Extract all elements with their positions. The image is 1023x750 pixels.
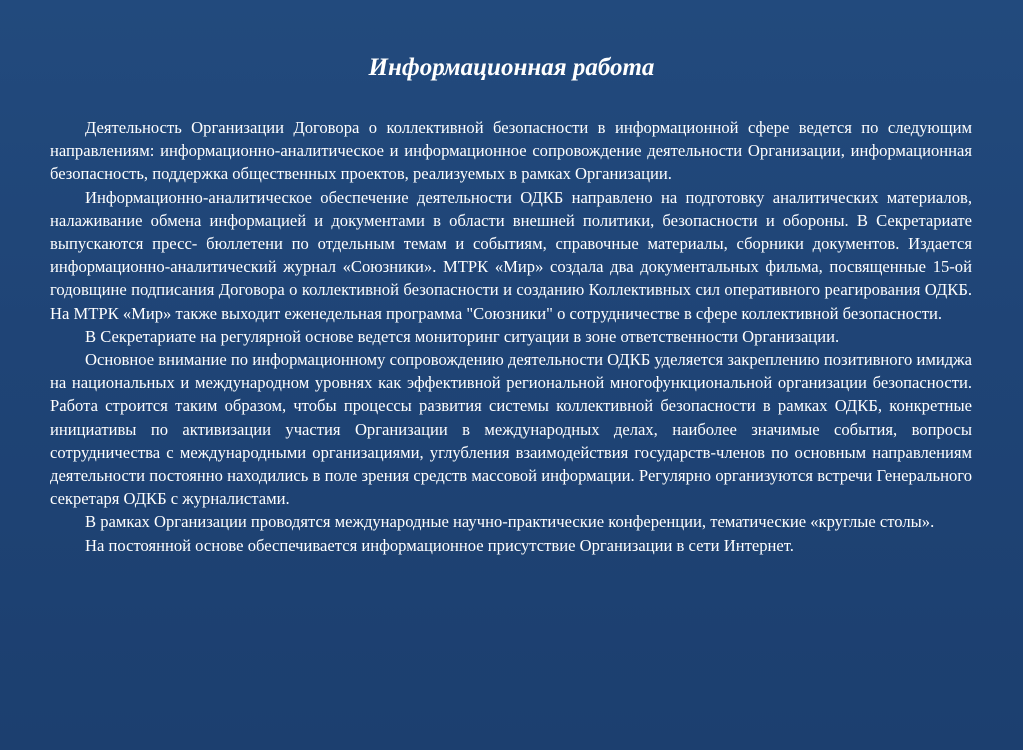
paragraph: Деятельность Организации Договора о коллективной безопасности в информационной сфере ведется по следующим направлениям: информационно-аналитическое и информационное сопровождение деятельности Организации, информационная безопасность, поддержка общественных проектов, реализуемых в рамках Организации. — [50, 118, 972, 184]
paragraph: Информационно-аналитическое обеспечение деятельности ОДКБ направлено на подготовку аналитических материалов, налаживание обмена информацией и документами в области внешней политики, безопасности и обороны. В Секретариате выпускаются пресс- бюллетени по отдельным темам и событиям, справочные материалы, сборники документов. Издается информационно-аналитический журнал «Союзники». МТРК «Мир» создала два документальных фильма, посвященные 15-ой годовщине подписания Договора о коллективной безопасности и созданию Коллективных сил оперативного реагирования ОДКБ. На МТРК «Мир» также выходит еженедельная программа "Союзники" о сотрудничестве в сфере коллективной безопасности. — [50, 187, 972, 323]
paragraph: В рамках Организации проводятся международные научно-практические конференции, тематические «круглые столы». — [85, 512, 935, 532]
paragraph: Основное внимание по информационному сопровождению деятельности ОДКБ уделяется закреплению позитивного имиджа на национальных и международном уровнях как эффективной региональной многофункциональной организации безопасности. Работа строится таким образом, чтобы процессы развития системы коллективной безопасности в рамках ОДКБ, конкретные инициативы по активизации участия Организации в международных делах, наиболее значимые события, вопросы сотрудничества с международными организациями, углубления взаимодействия государств-членов по основным направлениям деятельности постоянно находились в поле зрения средств массовой информации. Регулярно организуются встречи Генерального секретаря ОДКБ с журналистами. — [50, 350, 972, 509]
paragraph: В Секретариате на регулярной основе ведется мониторинг ситуации в зоне ответственности Организации. — [85, 326, 840, 346]
paragraph: На постоянной основе обеспечивается информационное присутствие Организации в сети Интернет. — [85, 535, 794, 555]
slide-body — [50, 116, 972, 557]
slide-title: Информационная работа — [368, 54, 655, 81]
